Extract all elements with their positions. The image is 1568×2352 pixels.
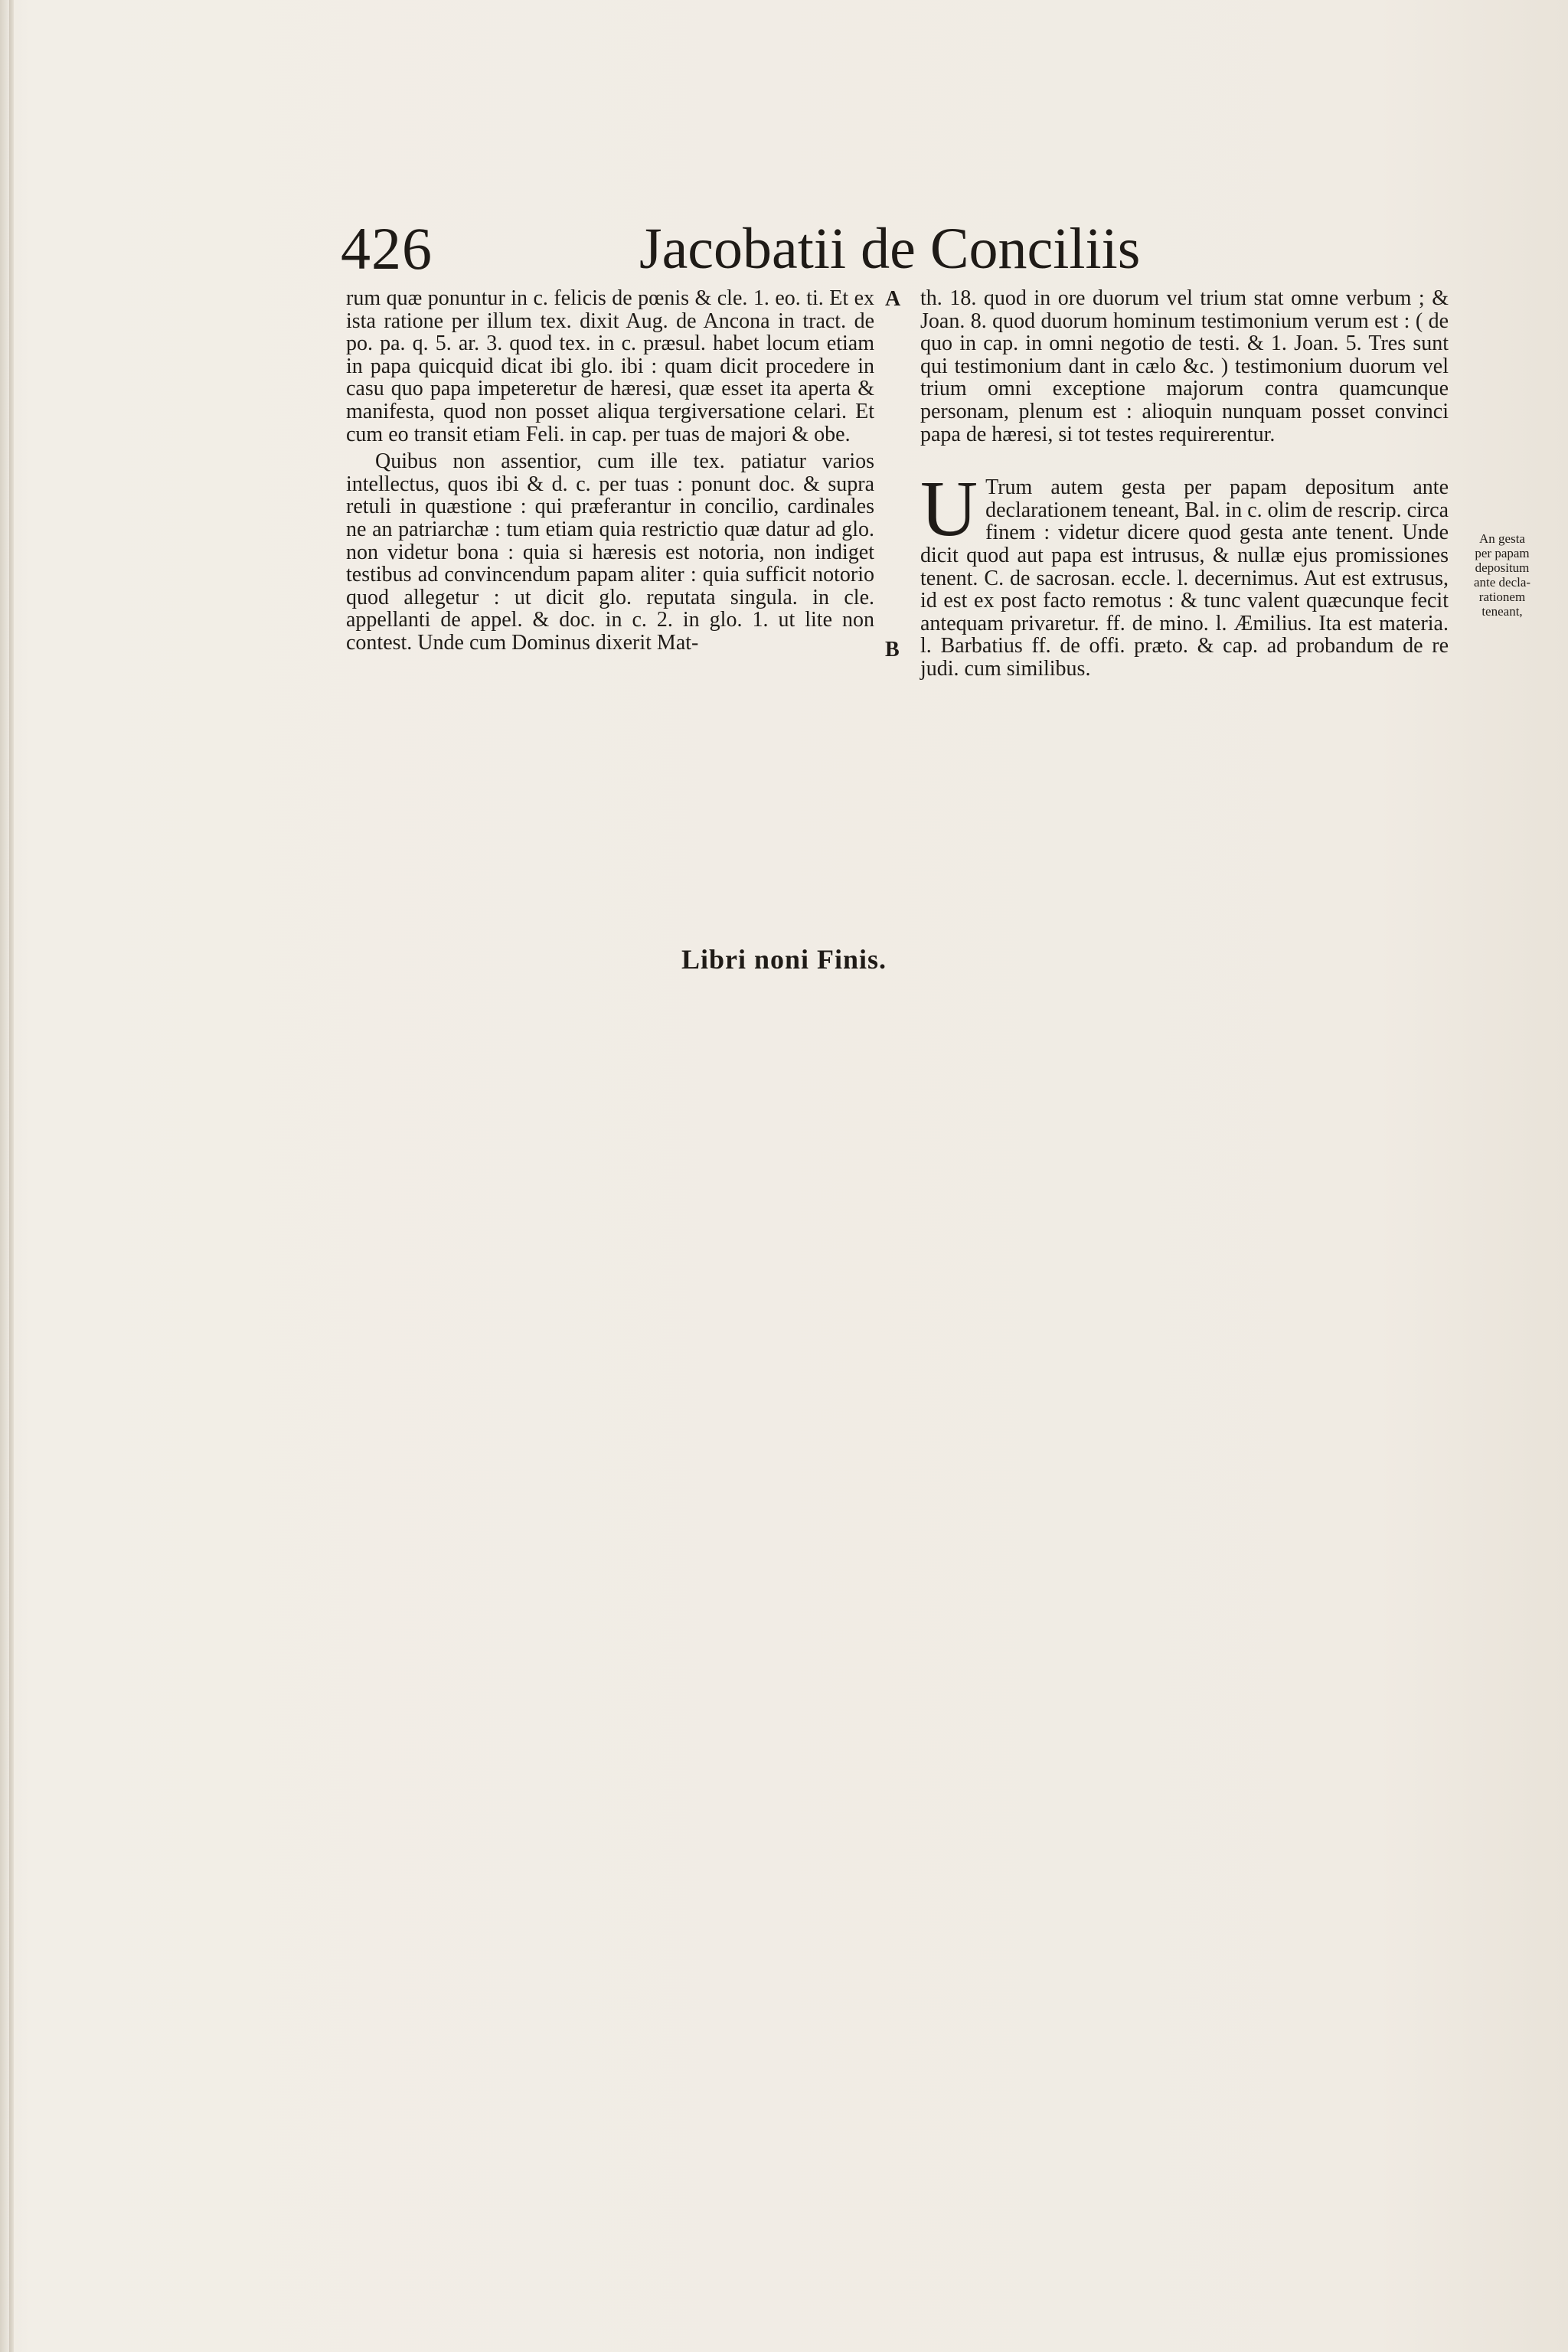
running-title: Jacobatii de Conciliis <box>639 217 1141 281</box>
margin-note <box>1456 531 1548 619</box>
page-number: 426 <box>341 215 433 282</box>
right-column <box>920 287 1449 681</box>
right-paragraph-2 <box>920 465 1449 681</box>
page-header <box>341 207 1413 291</box>
right-paragraph-2-text: Trum autem gesta per papam depositum ante declarationem teneant, Bal. in c. olim de rescrip. circa finem : videtur dicere quod gesta ante tenent. Unde dicit quod aut papa est intrusus, & nullæ ejus promissiones tenent. C. de sacrosan. eccle. l. decernimus. Aut est extrusus, id est ex post facto remotus : & tunc valent quæcunque fecit antequam privaretur. ff. de mino. l. Æmilius. Ita est materia. l. Barbatius ff. de offi. præto. & cap. ad probandum de re judi. cum similibus. <box>920 475 1449 681</box>
margin-note-line: An gesta <box>1479 531 1525 546</box>
right-paragraph-1: th. 18. quod in ore duorum vel trium stat omne verbum ; & Joan. 8. quod duorum hominum testimonium verum est : ( de quo in cap. in omni negotio de testi. & 1. Joan. 5. Tres sunt qui testimonium dant in cælo &c. ) testimonium duorum vel trium omni exceptione majorum contra quamcunque personam, plenum est : alioquin nunquam posset convinci papa de hæresi, si tot testes requirerentur. <box>920 286 1449 446</box>
margin-note-line: teneant, <box>1481 604 1523 619</box>
left-paragraph-2: Quibus non assentior, cum ille tex. patiatur varios intellectus, quos ibi & d. c. per tuas : ponunt doc. & supra retuli in quæstione : qui præferantur in concilio, cardinales ne an patriarchæ : tum etiam quia restrictio quæ datur ad glo. non videtur bona : quia si hæresis est notoria, non indiget testibus ad convincendum papam aliter : quia sufficit notorio quod allegetur : ut dicit glo. reputata singula. in cle. appellanti de appel. & doc. in c. 2. in glo. 1. ut lite non contest. Unde cum Dominus dixerit Mat- <box>346 449 874 655</box>
drop-capital: U <box>920 465 978 554</box>
margin-note-line: rationem <box>1478 590 1526 604</box>
book-end-colophon: Libri noni Finis. <box>681 944 887 975</box>
left-paragraph-1: rum quæ ponuntur in c. felicis de pœnis & cle. 1. eo. ti. Et ex ista ratione per illum tex. dixit Aug. de Ancona in tract. de po. pa. q. 5. ar. 3. quod tex. in c. præsul. habet locum etiam in papa quicquid dicat ibi glo. ibi : quam dicit procedere in casu quo papa impeteretur de hæresi, quæ esset ita aperta & manifesta, quod non posset aliqua tergiversatione celari. Et cum eo transit etiam Feli. in cap. per tuas de majori & obe. <box>346 286 874 446</box>
section-marker-a: A <box>885 287 901 311</box>
margin-note-line: depositum <box>1475 560 1530 575</box>
left-column <box>346 287 874 655</box>
margin-note-line: per papam <box>1475 546 1530 560</box>
section-marker-b: B <box>885 638 900 662</box>
page-gutter-edge <box>9 0 14 2352</box>
margin-note-line: ante decla- <box>1473 575 1531 590</box>
